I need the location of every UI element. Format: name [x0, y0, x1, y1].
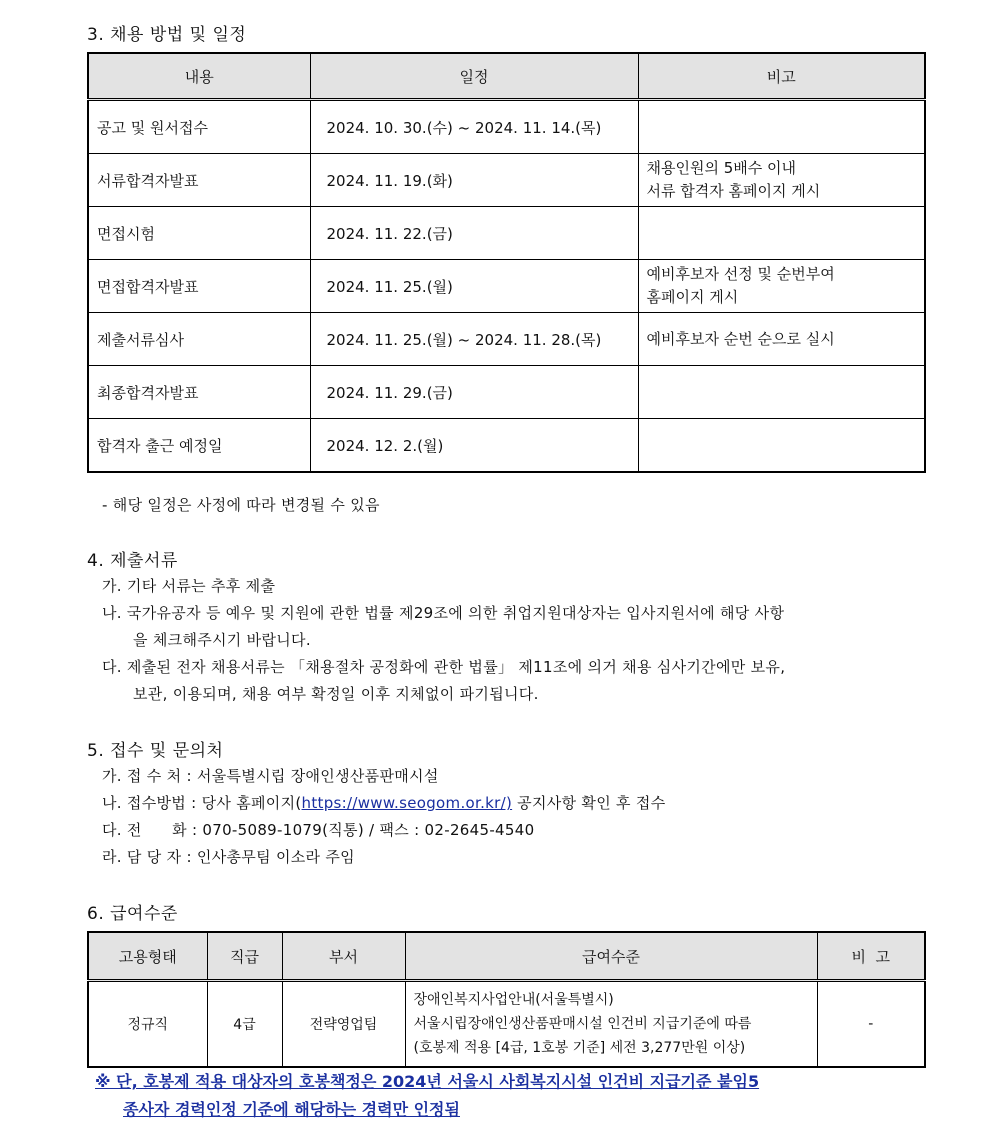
schedule-note [638, 207, 925, 260]
documents-item: 가. 기타 서류는 추후 제출 [102, 577, 276, 595]
table-row [88, 366, 925, 419]
reception-place: 가. 접 수 처 : 서울특별시립 장애인생산품판매시설 [102, 767, 439, 785]
table-row [88, 260, 925, 313]
employment-type: 정규직 [88, 981, 207, 1068]
schedule-note-line: 채용인원의 5배수 이내 [646, 159, 796, 177]
section-3-title: 3. 채용 방법 및 일정 [87, 25, 247, 45]
schedule-note [638, 366, 925, 419]
header-salary: 급여수준 [405, 932, 817, 981]
salary-note-line: 종사자 경력인정 기준에 해당하는 경력만 인정됨 [123, 1100, 460, 1119]
salary-header-row [88, 932, 925, 981]
documents-item: 나. 국가유공자 등 예우 및 지원에 관한 법률 제29조에 의한 취업지원대상자는 입사지원서에 해당 사항 [102, 604, 785, 622]
schedule-date: 2024. 11. 25.(월) [310, 260, 638, 313]
schedule-item: 면접합격자발표 [88, 260, 310, 313]
schedule-footnote: - 해당 일정은 사정에 따라 변경될 수 있음 [102, 496, 380, 514]
schedule-item: 공고 및 원서접수 [88, 100, 310, 154]
schedule-header-row [88, 53, 925, 100]
schedule-table [87, 52, 926, 473]
contact-person: 라. 담 당 자 : 인사총무팀 이소라 주임 [102, 848, 355, 866]
header-date: 일정 [310, 53, 638, 100]
remark: - [817, 981, 925, 1068]
section-6-title: 6. 급여수준 [87, 904, 178, 924]
homepage-link[interactable]: https://www.seogom.or.kr/) [301, 794, 513, 812]
table-row [88, 154, 925, 207]
schedule-item: 최종합격자발표 [88, 366, 310, 419]
phone-fax: 다. 전 화 : 070-5089-1079(직통) / 팩스 : 02-2645-4540 [102, 821, 535, 839]
header-remark: 비 고 [817, 932, 925, 981]
schedule-date: 2024. 10. 30.(수) ~ 2024. 11. 14.(목) [310, 100, 638, 154]
salary-detail [405, 981, 817, 1068]
schedule-date: 2024. 11. 29.(금) [310, 366, 638, 419]
header-department: 부서 [282, 932, 405, 981]
documents-item-continued: 보관, 이용되며, 채용 여부 확정일 이후 지체없이 파기됩니다. [133, 685, 539, 703]
salary-line: (호봉제 적용 [4급, 1호봉 기준] 세전 3,277만원 이상) [413, 1040, 746, 1056]
schedule-note: 예비후보자 순번 순으로 실시 [638, 313, 925, 366]
salary-note-line: ※ 단, 호봉제 적용 대상자의 호봉책정은 2024년 서울시 사회복지시설 인건비 지급기준 붙임5 [95, 1072, 760, 1091]
salary-note [95, 1068, 925, 1124]
schedule-note [638, 419, 925, 473]
salary-table [87, 931, 926, 1068]
table-row [88, 981, 925, 1068]
reception-method-suffix: 공지사항 확인 후 접수 [512, 794, 666, 812]
documents-item: 다. 제출된 전자 채용서류는 「채용절차 공정화에 관한 법률」 제11조에 의거 채용 심사기간에만 보유, [102, 658, 786, 676]
grade: 4급 [207, 981, 282, 1068]
salary-line: 서울시립장애인생산품판매시설 인건비 지급기준에 따름 [413, 1016, 752, 1032]
table-row [88, 313, 925, 366]
schedule-item: 면접시험 [88, 207, 310, 260]
header-grade: 직급 [207, 932, 282, 981]
header-remark: 비고 [638, 53, 925, 100]
department: 전략영업팀 [282, 981, 405, 1068]
schedule-note-line: 예비후보자 선정 및 순번부여 [646, 265, 835, 283]
section-5-title: 5. 접수 및 문의처 [87, 741, 224, 761]
reception-method-prefix: 나. 접수방법 : 당사 홈페이지( [102, 794, 302, 812]
table-row [88, 100, 925, 154]
salary-line: 장애인복지사업안내(서울특별시) [413, 992, 614, 1008]
schedule-item: 합격자 출근 예정일 [88, 419, 310, 473]
schedule-note [638, 154, 925, 207]
table-row [88, 419, 925, 473]
schedule-date: 2024. 12. 2.(월) [310, 419, 638, 473]
header-employment-type: 고용형태 [88, 932, 207, 981]
documents-item-continued: 을 체크해주시기 바랍니다. [133, 631, 311, 649]
section-4-title: 4. 제출서류 [87, 551, 178, 571]
header-content: 내용 [88, 53, 310, 100]
schedule-note-line: 홈페이지 게시 [646, 288, 739, 306]
schedule-item: 제출서류심사 [88, 313, 310, 366]
schedule-note [638, 100, 925, 154]
schedule-date: 2024. 11. 22.(금) [310, 207, 638, 260]
table-row [88, 207, 925, 260]
schedule-note-line: 서류 합격자 홈페이지 게시 [646, 182, 821, 200]
schedule-note [638, 260, 925, 313]
schedule-date: 2024. 11. 25.(월) ~ 2024. 11. 28.(목) [310, 313, 638, 366]
schedule-item: 서류합격자발표 [88, 154, 310, 207]
reception-method [102, 792, 666, 813]
schedule-date: 2024. 11. 19.(화) [310, 154, 638, 207]
